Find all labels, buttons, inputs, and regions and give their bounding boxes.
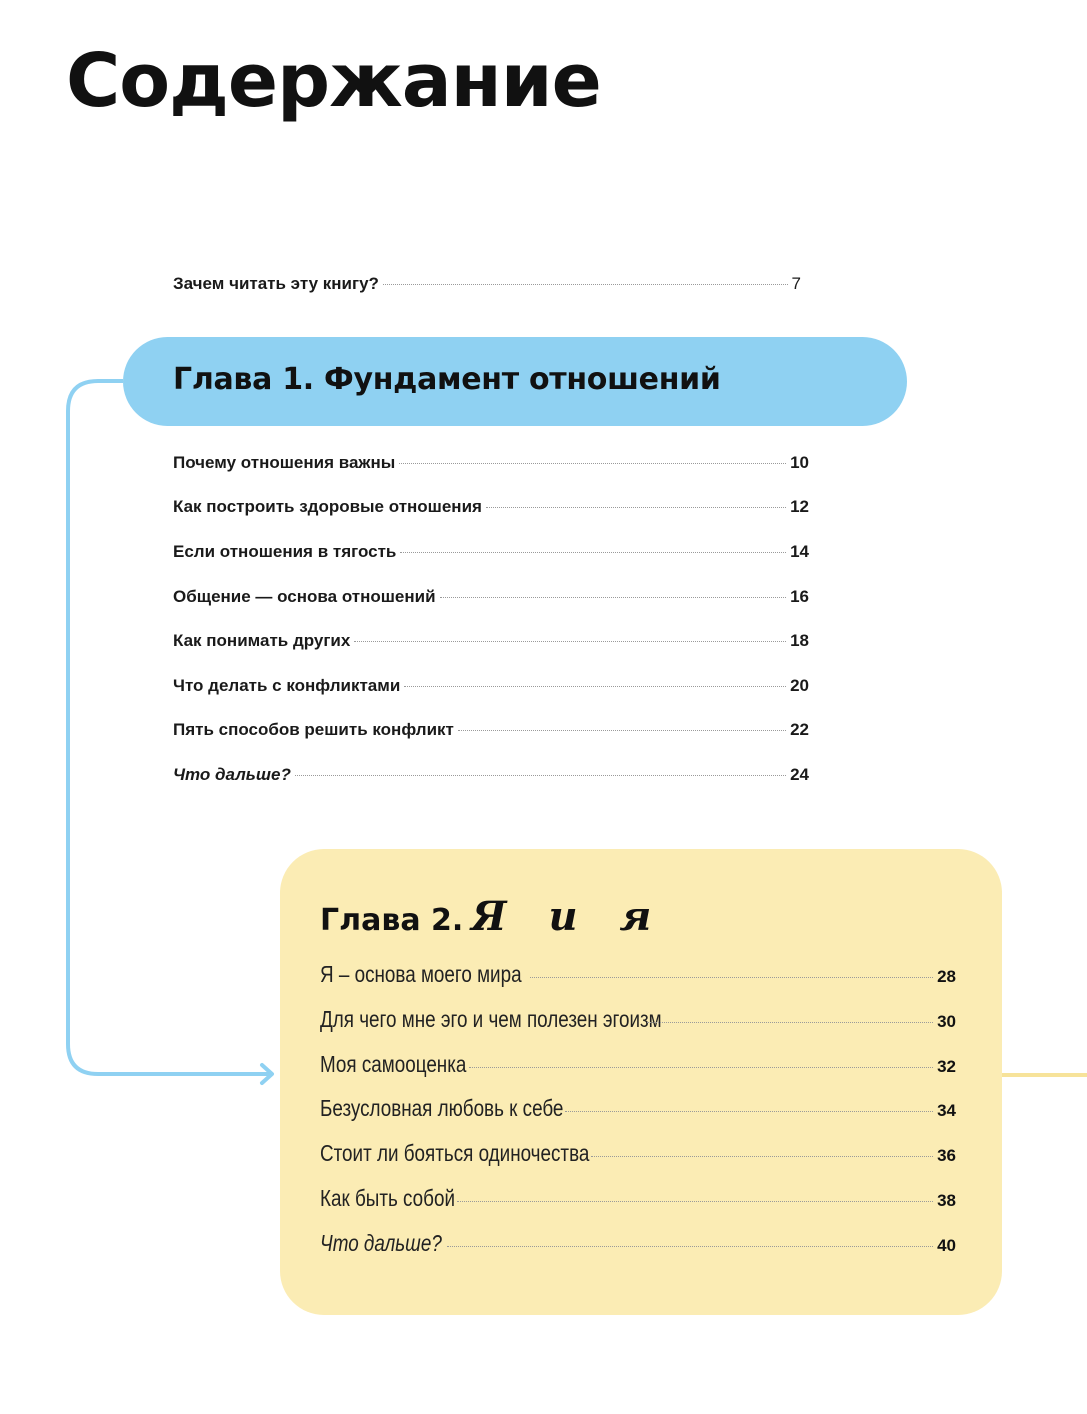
- toc-entry-intro[interactable]: [173, 274, 801, 294]
- toc-entry-label: Зачем читать эту книгу?: [173, 274, 379, 293]
- toc-entry-label: Для чего мне эго и чем полезен эгоизм: [320, 1006, 662, 1032]
- toc-page-number: 14: [790, 542, 809, 561]
- toc-entry[interactable]: [320, 1140, 956, 1167]
- dot-leader: [458, 730, 786, 731]
- toc-page-number: 32: [937, 1057, 956, 1076]
- toc-page-number: 16: [790, 587, 809, 606]
- toc-entry-label: Что дальше?: [173, 765, 291, 784]
- dot-leader: [486, 507, 786, 508]
- toc-entry[interactable]: [173, 497, 809, 517]
- dot-leader: [354, 641, 786, 642]
- toc-entry[interactable]: [320, 1095, 956, 1122]
- dot-leader: [399, 463, 786, 464]
- toc-entry-label: Общение — основа отношений: [173, 587, 436, 606]
- toc-page-number: 20: [790, 676, 809, 695]
- dot-leader: [447, 1246, 934, 1247]
- dot-leader: [440, 597, 787, 598]
- toc-entry-label: Как построить здоровые отношения: [173, 497, 482, 516]
- toc-entry-label: Безусловная любовь к себе: [320, 1095, 564, 1121]
- toc-entry-whats-next[interactable]: [173, 765, 809, 785]
- toc-entry-label: Что делать с конфликтами: [173, 676, 401, 695]
- dot-leader: [565, 1111, 933, 1112]
- toc-entry-label: Стоит ли бояться одиночества: [320, 1140, 590, 1166]
- toc-entry[interactable]: [173, 676, 809, 696]
- toc-entry[interactable]: [173, 720, 809, 740]
- chapter-1-title: Глава 1. Фундамент отношений: [173, 362, 721, 397]
- toc-page-number: 28: [937, 967, 956, 986]
- dot-leader: [591, 1156, 934, 1157]
- toc-page-number: 7: [791, 274, 801, 293]
- toc-entry[interactable]: [173, 542, 809, 562]
- toc-page-number: 30: [937, 1012, 956, 1031]
- toc-page-number: 36: [937, 1146, 956, 1165]
- toc-page-number: 18: [790, 631, 809, 650]
- toc-entry-label: Если отношения в тягость: [173, 542, 397, 561]
- toc-entry[interactable]: [320, 1185, 956, 1212]
- dot-leader: [457, 1201, 933, 1202]
- toc-entry-label: Моя самооценка: [320, 1051, 467, 1077]
- dot-leader: [295, 775, 786, 776]
- toc-entry[interactable]: [320, 1051, 956, 1078]
- toc-entry-label: Что дальше?: [320, 1230, 442, 1256]
- toc-entry[interactable]: [173, 631, 809, 651]
- chapter-2-title-prefix: Глава 2.: [320, 903, 464, 938]
- toc-page-number: 22: [790, 720, 809, 739]
- toc-page-number: 38: [937, 1191, 956, 1210]
- toc-entry[interactable]: [173, 587, 809, 607]
- toc-entry-label: Я – основа моего мира: [320, 961, 522, 987]
- chapter-2-card: [280, 849, 1002, 1315]
- toc-entry-label: Пять способов решить конфликт: [173, 720, 454, 739]
- toc-entry-label: Как понимать других: [173, 631, 351, 650]
- toc-page-number: 40: [937, 1236, 956, 1255]
- toc-page-number: 34: [937, 1101, 956, 1120]
- toc-entry[interactable]: [320, 1006, 956, 1033]
- toc-page-number: 12: [790, 497, 809, 516]
- toc-page-number: 24: [790, 765, 809, 784]
- toc-entry[interactable]: [173, 453, 809, 473]
- toc-entry[interactable]: [320, 961, 956, 988]
- chapter-2-title-handwritten: Я и я: [471, 893, 666, 940]
- toc-entry-whats-next[interactable]: [320, 1230, 956, 1257]
- toc-entry-label: Как быть собой: [320, 1185, 455, 1211]
- chapter-1-banner: [123, 337, 907, 426]
- dot-leader: [404, 686, 786, 687]
- toc-page-number: 10: [790, 453, 809, 472]
- dot-leader: [400, 552, 786, 553]
- chapter-2-title: [320, 893, 665, 940]
- dot-leader: [469, 1067, 934, 1068]
- toc-entry-label: Почему отношения важны: [173, 453, 396, 472]
- page-title: Содержание: [66, 38, 601, 124]
- dot-leader: [383, 284, 788, 285]
- dot-leader: [530, 977, 933, 978]
- dot-leader: [647, 1022, 933, 1023]
